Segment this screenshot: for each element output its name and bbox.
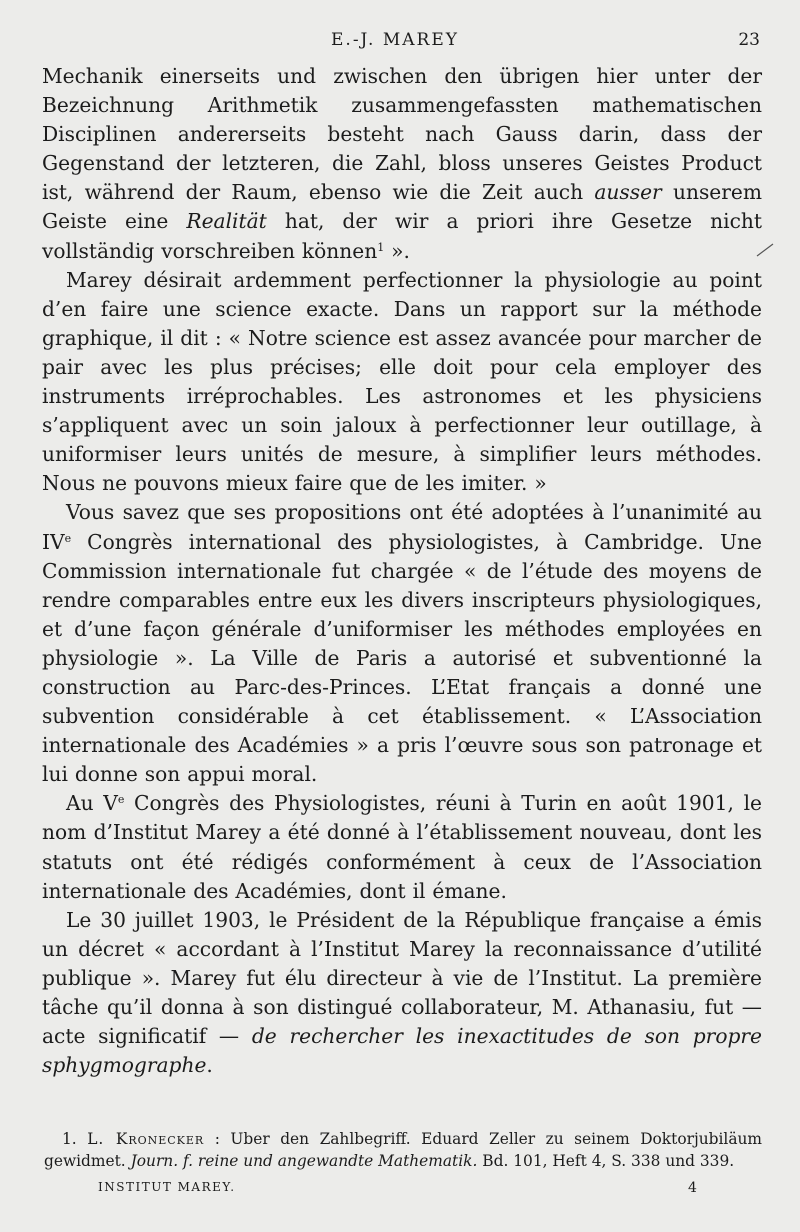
paragraph-1-text-a: Mechanik einerseits und zwischen den übrigen hier unter der Bezeichnung Arithmetik zusammengefassten mathematischen Disciplinen andererseits besteht nach Gauss darin, dass der Gegenstand der letzteren, die Zahl, bloss unseres Geistes Product ist, während der Raum, ebenso wie die Zeit auch bbox=[42, 64, 762, 205]
paragraph-2: Marey désirait ardemment perfectionner la physiologie au point d’en faire une science exacte. Dans un rapport sur la méthode graphique, il dit : « Notre science est assez avancée pour marcher de pair avec les plus précises; elle doit pour cela employer des instruments irréprochables. Les astronomes et les physiciens s’appliquent avec un soin jaloux à perfectionner leur outillage, à uniformiser leurs unités de mesure, à simplifier leurs méthodes. Nous ne pouvons mieux faire que de les imiter. » bbox=[42, 267, 762, 496]
paragraph-4 bbox=[42, 789, 762, 905]
paragraph-1-italic-ausser: ausser bbox=[594, 180, 662, 205]
paragraph-5-italic: de rechercher les inexactitudes de son propre sphygmographe bbox=[42, 1024, 763, 1078]
footnote bbox=[44, 1128, 762, 1172]
signature-mark: INSTITUT MAREY. bbox=[98, 1180, 236, 1194]
running-head bbox=[0, 30, 800, 54]
pencil-mark-icon bbox=[755, 240, 775, 260]
ordinal-superscript: e bbox=[117, 793, 125, 807]
paragraph-4-text-b: Congrès des Physiologistes, réuni à Turin en août 1901, le nom d’Institut Marey a été donné à l’établissement nouveau, dont les statuts ont été rédigés conformément à ceux de l’Association internationale des Académies, dont il émane. bbox=[42, 791, 762, 903]
footnote-author: L. Kronecker bbox=[87, 1130, 205, 1148]
paragraph-1-text-e: hat, der wir a priori ihre Gesetze nicht vollständig vorschreiben können bbox=[42, 209, 762, 263]
paragraph-5 bbox=[42, 906, 762, 1081]
paragraph-1 bbox=[42, 62, 762, 266]
paragraph-3-text-b: Congrès international des physiologistes, à Cambridge. Une Commission internationale fut chargée « de l’étude des moyens de rendre comparables entre eux les divers inscripteurs physiologiques, et d’une façon générale d’uniformiser les méthodes employées en physiologie ». La Ville de Paris a autorisé et subventionné la construction au Parc-des-Princes. L’Etat français a donné une subvention considérable à cet établissement. « L’Association internationale des Académies » a pris l’œuvre sous son patronage et lui donne son appui moral. bbox=[42, 529, 762, 787]
paragraph-3-text-a: Vous savez que ses propositions ont été adoptées à l’unanimité au IV bbox=[42, 500, 762, 554]
footnote-text-a: : Uber den Zahlbegriff. Eduard Zeller zu seinem Doktorjubiläum gewidmet. bbox=[44, 1130, 763, 1170]
footnote-reference: 1 bbox=[377, 240, 385, 254]
footnote-journal: Journ. f. reine und angewandte Mathematik. bbox=[130, 1152, 478, 1170]
paragraph-5-text-a: Le 30 juillet 1903, le Président de la République française a émis un décret « accordant à l’Institut Marey la reconnaissance d’utilité publique ». Marey fut élu directeur à vie de l’Institut. La première tâche qu’il donna à son distingué collaborateur, M. Athanasiu, fut — acte significatif — bbox=[42, 907, 762, 1049]
ordinal-superscript: e bbox=[64, 531, 72, 545]
paragraph-4-text-a: Au V bbox=[66, 791, 118, 816]
signature-line bbox=[0, 1180, 800, 1200]
body-text bbox=[42, 62, 762, 1080]
paragraph-3 bbox=[42, 498, 762, 789]
page-number: 23 bbox=[738, 30, 760, 50]
footnote-text bbox=[44, 1128, 762, 1172]
footnote-text-b: Bd. 101, Heft 4, S. 338 und 339. bbox=[477, 1152, 735, 1170]
signature-number: 4 bbox=[688, 1180, 699, 1196]
paragraph-1-italic-realitat: Realität bbox=[186, 209, 267, 234]
paragraph-1-text-f: ». bbox=[384, 238, 410, 263]
running-title: E.-J. MAREY bbox=[331, 30, 459, 50]
footnote-number: 1. bbox=[62, 1130, 77, 1148]
paragraph-1-text-c: unserem Geiste eine bbox=[42, 180, 762, 234]
paragraph-5-text-c: . bbox=[206, 1053, 213, 1078]
